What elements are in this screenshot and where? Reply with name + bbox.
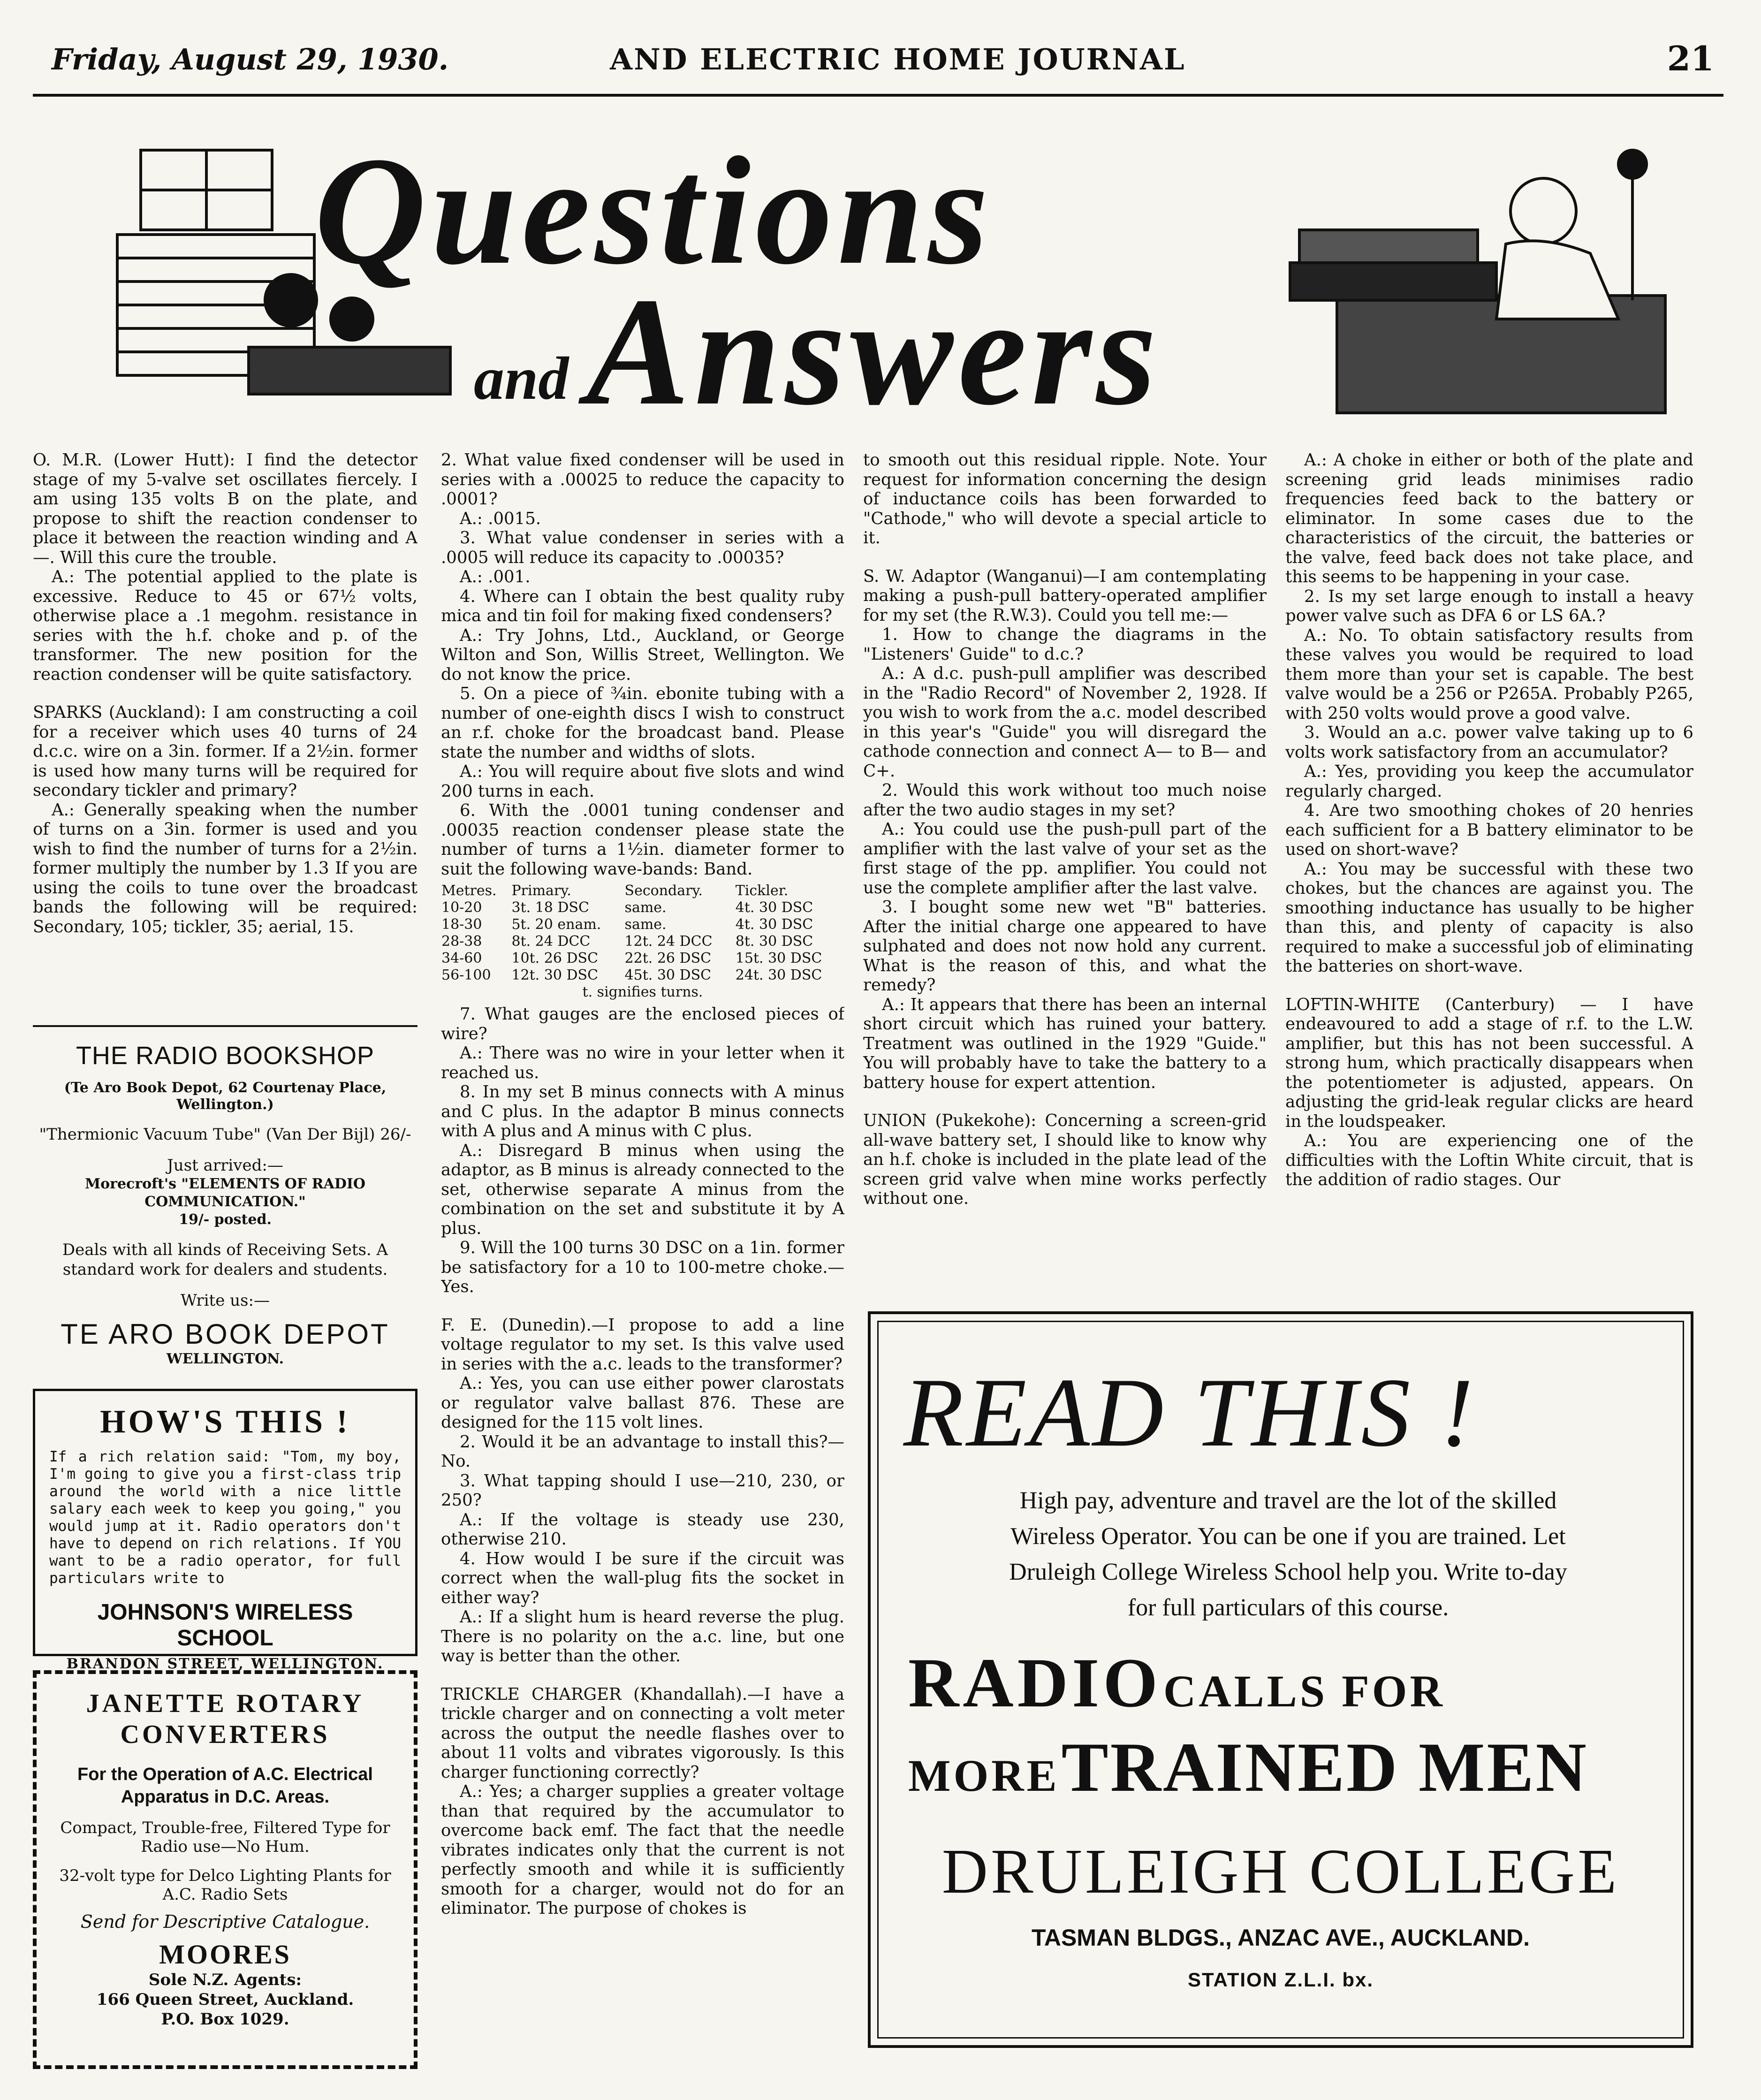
col2-p8: A.: You will require about five slots and wind 200 turns in each.	[441, 762, 844, 801]
col2-p22: TRICKLE CHARGER (Khandallah).—I have a trickle charger and on connecting a volt meter across the output the needle flashes over to about 11 volts and vibrates vigorously. Is this charger functioning correctly?	[441, 1684, 844, 1782]
answer-sparks: A.: Generally speaking when the number of turns on a 3in. former is used and you wish to find the number of turns for a 2½in. former multiply the number by 1.3 If you are using the coils to tune over the broadcast bands the following will be required: Secondary, 105; tickler, 35; aerial, 15.	[33, 800, 417, 936]
bookshop-line-3: Morecroft's "ELEMENTS OF RADIO COMMUNICATION."	[84, 1176, 366, 1210]
col2-p20: 4. How would I be sure if the circuit was correct when the wall-plug fits the socket in either way?	[441, 1549, 844, 1607]
table-cell: 12t. 30 DSC	[511, 967, 599, 983]
col2-p17: 2. Would it be an advantage to install this?—No.	[441, 1432, 844, 1471]
col4-p7: A.: You may be successful with these two chokes, but the chances are against you. The smoothing inductance has usually to be higher than this, and plenty of capacity is also required to make a successful job of eliminating the batteries on short-wave.	[1285, 859, 1693, 976]
col3-p4: A.: A d.c. push-pull amplifier was described in the "Radio Record" of November 2, 1928. If you wish to work from the a.c. model described in this year's "Guide" you will disregard the cathode connection and connect A— to B— and C+.	[863, 664, 1267, 781]
table-cell: 5t. 20 enam.	[511, 916, 601, 933]
janette-agents: Sole N.Z. Agents:	[148, 1971, 302, 1989]
ad-address: TASMAN BLDGS., ANZAC AVE., AUCKLAND.	[1032, 1925, 1530, 1951]
hows-this-address: BRANDON STREET, WELLINGTON.	[66, 1656, 384, 1672]
table-header: Primary.	[511, 883, 571, 899]
table-cell: 8t. 24 DCC	[511, 933, 591, 950]
table-row	[441, 899, 844, 916]
col2-p16: A.: Yes, you can use either power clarostats or regulator valve ballast 876. These are designed for the 115 volt lines.	[441, 1374, 844, 1432]
banner-word-questions: Questions	[314, 125, 994, 297]
janette-street: 166 Queen Street, Auckland.	[96, 1990, 354, 2009]
table-header: Metres.	[441, 883, 497, 899]
col4-p4: 3. Would an a.c. power valve taking up to 6 volts work satisfactory from an accumulator?	[1285, 723, 1693, 762]
col3-p6: A.: You could use the push-pull part of the amplifier with the last valve of your set as the first stage of the pp. amplifier. You could not use the complete amplifier after the last valve.	[863, 820, 1267, 898]
column-2	[441, 450, 844, 2064]
table-cell: 3t. 18 DSC	[511, 899, 589, 916]
janette-box: P.O. Box 1029.	[161, 2010, 289, 2029]
page-header	[33, 0, 1723, 97]
ad-station: STATION Z.L.I. bx.	[1187, 1969, 1374, 1991]
column-3	[863, 450, 1267, 1290]
ad-radio-line	[908, 1643, 1445, 1723]
col4-p9: A.: You are experiencing one of the difficulties with the Loftin White circuit, that is the addition of radio stages. Our	[1285, 1131, 1693, 1189]
col2-p19: A.: If the voltage is steady use 230, otherwise 210.	[441, 1510, 844, 1549]
table-cell: 8t. 30 DSC	[735, 933, 813, 950]
table-cell: 34-60	[441, 950, 482, 966]
ad-trained-men: TRAINED MEN	[1061, 1728, 1588, 1806]
ad-radio: RADIO	[908, 1644, 1162, 1722]
bookshop-line-8: WELLINGTON.	[166, 1351, 284, 1367]
table-cell: 12t. 24 DCC	[624, 933, 713, 950]
col4-p5: A.: Yes, providing you keep the accumulator regularly charged.	[1285, 762, 1693, 801]
ad-body: High pay, adventure and travel are the lot of the skilled Wireless Operator. You can be one if you are trained. Let Druleigh College Wireless School help you. Write to-day for full particulars of this course.	[1009, 1487, 1567, 1621]
druleigh-college-ad	[868, 1311, 1693, 2048]
col2-p13: A.: Disregard B minus when using the adaptor, as B minus is already connected to the set, otherwise separate A minus from the combination on the set and substitute it by A plus.	[441, 1141, 844, 1238]
table-cell: 22t. 26 DSC	[624, 950, 712, 966]
bookshop-line-5: Deals with all kinds of Receiving Sets. A standard work for dealers and students.	[62, 1240, 388, 1279]
janette-converters-ad	[33, 1670, 417, 2069]
janette-catalogue: Send for Descriptive Catalogue.	[80, 1911, 370, 1932]
column-1	[33, 450, 417, 990]
col3-p1: to smooth out this residual ripple. Note. Your request for information concerning the design of inductance coils has been forwarded to "Cathode," who will devote a special article to it.	[863, 450, 1267, 548]
col3-p2: S. W. Adaptor (Wanganui)—I am contemplating making a push-pull battery-operated amplifier for my set (the R.W.3). Could you tell me:—	[863, 566, 1267, 625]
janette-subtitle: For the Operation of A.C. Electrical Apparatus in D.C. Areas.	[77, 1765, 373, 1807]
table-cell: same.	[624, 916, 667, 933]
table-row	[441, 916, 844, 933]
ad-more: MORE	[908, 1750, 1060, 1801]
table-header: Secondary.	[624, 883, 703, 899]
col3-p5: 2. Would this work without too much noise after the two audio stages in my set?	[863, 781, 1267, 820]
col2-p21: A.: If a slight hum is heard reverse the plug. There is no polarity on the a.c. line, but one way is better than the other.	[441, 1607, 844, 1666]
table-note: t. signifies turns.	[582, 984, 703, 1000]
answer-omr: A.: The potential applied to the plate is excessive. Reduce to 45 or 67½ volts, otherwise place a .1 megohm. resistance in series with the h.f. choke and p. of the transformer. The new position for the reaction condenser will be quite satisfactory.	[33, 567, 417, 684]
radio-bookshop-ad	[33, 1025, 417, 1388]
table-cell: 28-38	[441, 933, 482, 950]
hows-this-ad	[33, 1389, 417, 1672]
col2-p12: 8. In my set B minus connects with A minus and C plus. In the adaptor B minus connects with A plus and A minus with C plus.	[441, 1082, 844, 1141]
col3-p7: 3. I bought some new wet "B" batteries. After the initial charge one appeared to have sulphated and does not now hold any current. What is the reason of this, and what the remedy?	[863, 898, 1267, 995]
col4-p2: 2. Is my set large enough to install a heavy power valve such as DFA 6 or LS 6A.?	[1285, 586, 1693, 625]
col2-p3: 3. What value condenser in series with a .0005 will reduce its capacity to .00035?	[441, 528, 844, 567]
janette-moores: MOORES	[159, 1939, 291, 1970]
table-cell: 4t. 30 DSC	[735, 899, 813, 916]
bookshop-line-4: 19/- posted.	[179, 1211, 272, 1228]
bookshop-line-2: Just arrived:—	[167, 1156, 283, 1175]
col2-p11: A.: There was no wire in your letter when it reached us.	[441, 1043, 844, 1082]
hows-this-school: JOHNSON'S WIRELESS SCHOOL	[97, 1600, 353, 1651]
table-cell: 4t. 30 DSC	[735, 916, 813, 933]
col3-p3: 1. How to change the diagrams in the "Listeners' Guide" to d.c.?	[863, 625, 1267, 664]
right-desk-illustration	[1290, 150, 1665, 413]
table-cell: 10-20	[441, 899, 482, 916]
table-cell: 24t. 30 DSC	[735, 967, 822, 983]
table-cell: 45t. 30 DSC	[624, 967, 712, 983]
col2-p18: 3. What tapping should I use—210, 230, or 250?	[441, 1471, 844, 1510]
janette-text-1: Compact, Trouble-free, Filtered Type for Radio use—No Hum.	[60, 1818, 390, 1856]
col2-p2: A.: .0015.	[460, 509, 541, 528]
ad-college: DRULEIGH COLLEGE	[941, 1836, 1620, 1907]
col4-p8: LOFTIN-WHITE (Canterbury) — I have endeavoured to add a stage of r.f. to the L.W. amplifier, but this has not been successful. A strong hum, which practically disappears when the potentiometer is adjusted, appears. On adjusting the grid-leak regular clicks are heard in the loudspeaker.	[1285, 995, 1693, 1131]
hows-this-body: If a rich relation said: "Tom, my boy, I'm going to give you a first-class trip around the world with a nice little salary each week to keep you going," you would jump at it. Radio operators don't have to depend on rich relations. If YOU want to be a radio operator, for full particulars write to	[49, 1448, 401, 1587]
col2-p1: 2. What value fixed condenser will be used in series with a .00025 to reduce the capacity to .0001?	[441, 450, 844, 509]
winding-table	[441, 883, 844, 1001]
table-cell: 10t. 26 DSC	[511, 950, 599, 966]
bookshop-line-7: TE ARO BOOK DEPOT	[61, 1318, 390, 1350]
page-number: 21	[1667, 38, 1714, 78]
bookshop-line-6: Write us:—	[181, 1291, 270, 1310]
col2-p15: F. E. (Dunedin).—I propose to add a line voltage regulator to my set. Is this valve used in series with the a.c. leads to the transformer?	[441, 1315, 844, 1374]
hows-this-title: HOW'S THIS !	[100, 1404, 350, 1440]
table-cell: same.	[624, 899, 667, 916]
issue-date: Friday, August 29, 1930.	[52, 42, 449, 76]
janette-text-2: 32-volt type for Delco Lighting Plants for A.C. Radio Sets	[59, 1866, 391, 1904]
ad-more-line	[908, 1727, 1588, 1808]
col2-p14: 9. Will the 100 turns 30 DSC on a 1in. former be satisfactory for a 10 to 100-metre choke.—Yes.	[441, 1238, 844, 1296]
questions-and-answers-banner	[108, 122, 1679, 422]
table-row	[441, 933, 844, 950]
table-row	[441, 967, 844, 984]
col2-p23: A.: Yes; a charger supplies a greater voltage than that required by the accumulator to overcome back emf. The fact that the needle vibrates indicates only that the current is not perfectly smooth and while it is sufficiently smooth for a charger, would not do for an eliminator. The purpose of chokes is	[441, 1782, 844, 1918]
bookshop-subtitle: (Te Aro Book Depot, 62 Courtenay Place, Wellington.)	[64, 1080, 387, 1113]
ad-calls-for: CALLS FOR	[1163, 1666, 1445, 1716]
table-row	[441, 950, 844, 967]
table-cell: 56-100	[441, 967, 491, 983]
col2-p7: 5. On a piece of ¾in. ebonite tubing with a number of one-eighth discs I wish to construct an r.f. choke for the broadcast band. Please state the number and widths of slots.	[441, 684, 844, 762]
col2-p5: 4. Where can I obtain the best quality ruby mica and tin foil for making fixed condensers?	[441, 586, 844, 625]
col3-p9: UNION (Pukekohe): Concerning a screen-grid all-wave battery set, I should like to know why an h.f. choke is included in the plate lead of the screen grid valve when mine works perfectly without one.	[863, 1111, 1267, 1208]
bookshop-title: THE RADIO BOOKSHOP	[76, 1042, 375, 1070]
col4-p6: 4. Are two smoothing chokes of 20 henries each sufficient for a B battery eliminator to be used on short-wave?	[1285, 801, 1693, 859]
col4-p3: A.: No. To obtain satisfactory results from these valves you would be required to load them more than your set is capable. The best valve would be a 256 or P265A. Probably P265, with 250 volts would prove a good valve.	[1285, 625, 1693, 723]
col2-p6: A.: Try Johns, Ltd., Auckland, or George Wilton and Son, Willis Street, Wellington. We do not know the price.	[441, 625, 844, 684]
ad-headline: READ THIS !	[903, 1358, 1476, 1467]
col2-p4: A.: .001.	[460, 567, 531, 586]
janette-title: JANETTE ROTARY CONVERTERS	[86, 1689, 364, 1749]
col2-p9: 6. With the .0001 tuning condenser and .00035 reaction condenser please state the number of turns a 1½in. diameter former to suit the following wave-bands: Band.	[441, 801, 844, 879]
col2-p10: 7. What gauges are the enclosed pieces of wire?	[441, 1004, 844, 1043]
column-4	[1285, 450, 1693, 1290]
banner-word-and: and	[474, 345, 569, 412]
question-sparks: SPARKS (Auckland): I am constructing a coil for a receiver which uses 40 turns of 24 d.c.c. wire on a 3in. former. If a 2½in. former is used how many turns will be required for secondary tickler and primary?	[33, 703, 417, 800]
table-cell: 18-30	[441, 916, 482, 933]
question-omr: O. M.R. (Lower Hutt): I find the detector stage of my 5-valve set oscillates fiercely. I am using 135 volts B on the plate, and propose to shift the reaction condenser to place it between the reaction winding and A—. Will this cure the trouble.	[33, 450, 417, 567]
journal-title: AND ELECTRIC HOME JOURNAL	[610, 42, 1186, 76]
col4-p1: A.: A choke in either or both of the plate and screening grid leads minimises radio frequencies feed back to the battery or eliminator. In some cases due to the characteristics of the circuit, the batteries or the valve, feed back does not take place, and this seems to be happening in your case.	[1285, 450, 1693, 586]
banner-word-answers: Answers	[586, 266, 1161, 422]
bookshop-line-1: "Thermionic Vacuum Tube" (Van Der Bijl) 26/-	[39, 1125, 411, 1144]
col3-p8: A.: It appears that there has been an internal short circuit which has ruined your battery. Treatment was outlined in the 1929 "Guide." You will probably have to take the battery to a battery house for expert attention.	[863, 995, 1267, 1092]
table-cell: 15t. 30 DSC	[735, 950, 822, 966]
table-header: Tickler.	[735, 883, 789, 899]
